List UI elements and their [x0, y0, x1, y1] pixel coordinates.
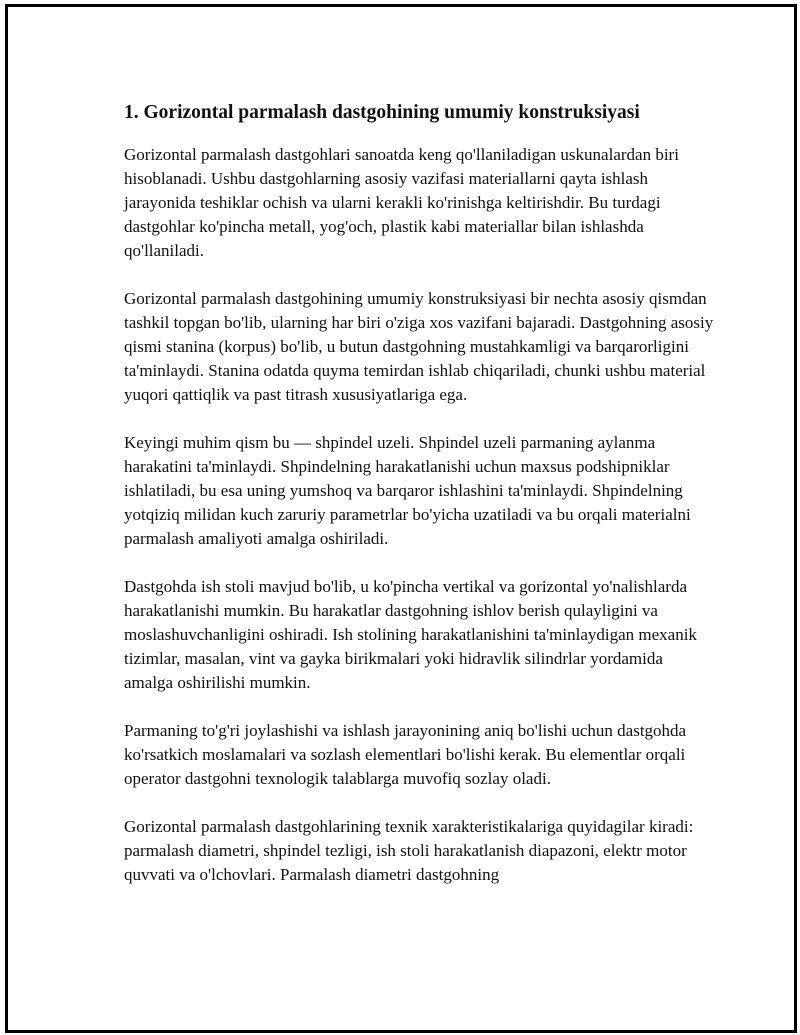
paragraph-3: Keyingi muhim qism bu — shpindel uzeli. Shpindel uzeli parmaning aylanma harakatini ta'minlaydi. Shpindelning harakatlanishi uchun maxsus podshipniklar ishlatiladi, bu esa uning yumshoq va barqaror ishlashini ta'minlaydi. Shpindelning yotqiziq milidan kuch zaruriy parametrlar bo'yicha uzatiladi va bu orqali materialni parmalash amaliyoti amalga oshiriladi. — [124, 433, 691, 548]
paragraph-6: Gorizontal parmalash dastgohlarining texnik xarakteristikalariga quyidagilar kiradi: parmalash diametri, shpindel tezligi, ish stoli harakatlanish diapazoni, elektr motor quvvati va o'lchovlari. Parmalash diametri dastgohning — [124, 817, 694, 884]
paragraph-1: Gorizontal parmalash dastgohlari sanoatda keng qo'llaniladigan uskunalardan biri hisoblanadi. Ushbu dastgohlarning asosiy vazifasi materiallarni qayta ishlash jarayonida teshiklar ochish va ularni kerakli ko'rinishga keltirishdir. Bu turdagi dastgohlar ko'pincha metall, yog'och, plastik kabi materiallar bilan ishlashda qo'llaniladi. — [124, 145, 679, 260]
section-heading: 1. Gorizontal parmalash dastgohining umumiy konstruksiyasi — [124, 102, 640, 123]
paragraph-4: Dastgohda ish stoli mavjud bo'lib, u ko'pincha vertikal va gorizontal yo'nalishlarda harakatlanishi mumkin. Bu harakatlar dastgohning ishlov berish qulayligini va moslashuvchanligini oshiradi. Ish stolining harakatlanishini ta'minlaydigan mexanik tizimlar, masalan, vint va gayka birikmalari yoki hidravlik silindrlar yordamida amalga oshirilishi mumkin. — [124, 577, 697, 692]
paragraph-5: Parmaning to'g'ri joylashishi va ishlash jarayonining aniq bo'lishi uchun dastgohda ko'rsatkich moslamalari va sozlash elementlari bo'lishi kerak. Bu elementlar orqali operator dastgohni texnologik talablarga muvofiq sozlay oladi. — [124, 721, 687, 788]
page-frame — [5, 4, 797, 1033]
document-body — [124, 99, 714, 911]
paragraph-2: Gorizontal parmalash dastgohining umumiy konstruksiyasi bir nechta asosiy qismdan tashkil topgan bo'lib, ularning har biri o'ziga xos vazifani bajaradi. Dastgohning asosiy qismi stanina (korpus) bo'lib, u butun dastgohning mustahkamligi va barqarorligini ta'minlaydi. Stanina odatda quyma temirdan ishlab chiqariladi, chunki ushbu material yuqori qattiqlik va past titrash xususiyatlariga ega. — [124, 289, 714, 404]
